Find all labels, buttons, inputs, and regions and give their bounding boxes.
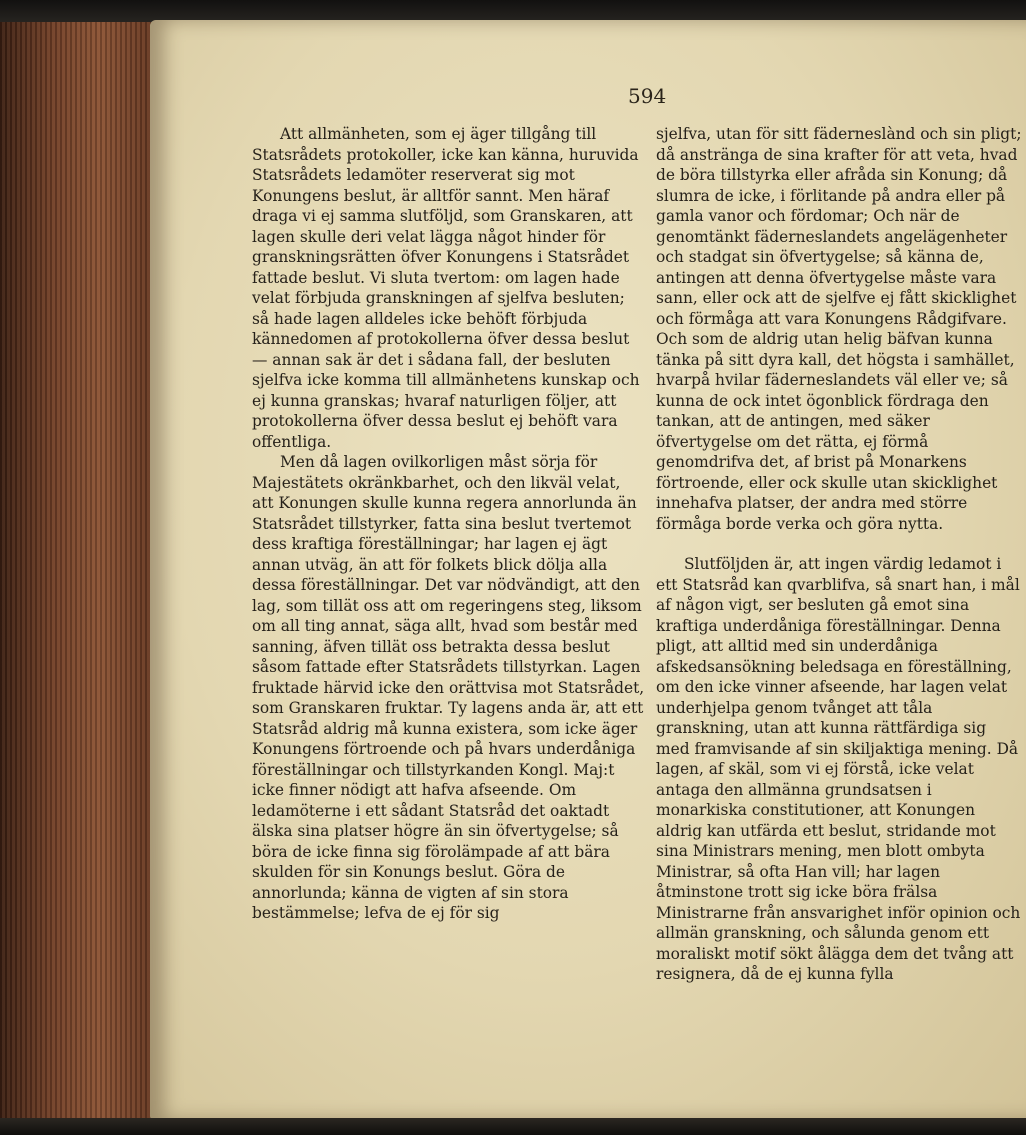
book-page-edges	[0, 22, 166, 1135]
right-paragraph-2: Slutföljden är, att ingen värdig ledamot i ett Statsråd kan qvarblifva, så snart han, i mål af någon vigt, ser besluten gå emot sina kraftiga underdåniga föreställningar. Denna pligt, att alltid med sin underdåniga afskedsansökning beledsaga en föreställning, om den icke vinner afseende, har lagen velat underhjelpa genom tvånget att tåla granskning, utan att kunna rättfärdiga sig med framvisande af sin skiljaktiga mening. Då lagen, af skäl, som vi ej förstå, icke velat antaga den allmänna grundsatsen i monarkiska constitutioner, att Konungen aldrig kan utfärda ett beslut, stridande mot sina Ministrars mening, men blott ombyta Ministrar, så ofta Han vill; har lagen åtminstone trott sig icke böra frälsa Ministrarne från ansvarighet inför opinion och allmän granskning, och sålunda genom ett moraliskt motif sökt ålägga dem det tvång att resignera, då de ej kunna fylla	[656, 555, 1021, 983]
page-number: 594	[628, 84, 667, 108]
left-column	[252, 124, 645, 924]
right-paragraph-1: sjelfva, utan för sitt fäderneslànd och sin pligt; då ansträngа de sina krafter för att veta, hvad de böra tillstyrka eller afråda sin Konung; då slumra de icke, i förlitande på andra eller på gamla vanor och fördomar; Och när de genomtänkt fäderneslandets angelägenheter och stadgat sin öfvertygelse; så känna de, antingen att denna öfvertygelse måste vara sann, eller ock att de sjelfve ej fått skicklighet och förmåga att vara Konungens Rådgifvare. Och som de aldrig utan helig bäfvan kunna tänka på sitt dyra kall, det högsta i samhället, hvarpå hvilar fäderneslandets väl eller ve; så kunna de ock intet ögonblick fördraga den tankan, att de antingen, med säker öfvertygelse om det rätta, ej förmå genomdrifva det, af brist på Monarkens förtroende, eller ock skulle utan skicklighet innehafva platser, der andra med större förmåga borde verka och göra nytta.	[656, 125, 1022, 533]
right-column	[656, 124, 1024, 985]
bottom-edge-shadow	[0, 1118, 1026, 1135]
paragraph-gap	[656, 534, 1024, 554]
left-paragraph-2: Men då lagen ovilkorligen måst sörja för Majestätets okränkbarhet, och den likväl velat, att Konungen skulle kunna regera annorlunda än Statsrådet tillstyrker, fatta sina beslut tvertemot dess kraftiga föreställningar; har lagen ej ägt annan utväg, än att för folkets blick dölja alla dessa föreställningar. Det var nödvändigt, att den lag, som tillät oss att om regeringens steg, liksom om all ting annat, säga allt, hvad som består med sanning, äfven tillät oss betrakta dessa beslut såsom fattade efter Statsrådets tillstyrkan. Lagen fruktade härvid icke den orättvisa mot Statsrådet, som Granskaren fruktar. Ty lagens anda är, att ett Statsråd aldrig må kunna existera, som icke äger Konungens förtroende och på hvars underdåniga föreställningar och tillstyrkanden Kongl. Maj:t icke finner nödigt att hafva afseende. Om ledamöterne i ett sådant Statsråd det oaktadt älska sina platser högre än sin öfvertygelse; så böra de icke finna sig förolämpade af att bära skulden för sin Konungs beslut. Göra de annorlunda; känna de vigten af sin stora bestämmelse; lefva de ej för sig	[252, 453, 645, 922]
left-paragraph-1: Att allmänheten, som ej äger tillgång till Statsrådets protokoller, icke kan känna, huruvida Statsrådets ledamöter reserverat sig mot Konungens beslut, är alltför sannt. Men häraf draga vi ej samma slutföljd, som Granskaren, att lagen skulle deri velat lägga något hinder för granskningsrätten öfver Konungens i Statsrådet fattade beslut. Vi sluta tvertom: om lagen hade velat förbjuda granskningen af sjelfva besluten; så hade lagen alldeles icke behöft förbjuda kännedomen af protokollerna öfver dessa beslut — annan sak är det i sådana fall, der besluten sjelfva icke komma till allmänhetens kunskap och ej kunna granskas; hvaraf naturligen följer, att protokollerna öfver dessa beslut ej behöft vara offentliga.	[252, 125, 640, 451]
